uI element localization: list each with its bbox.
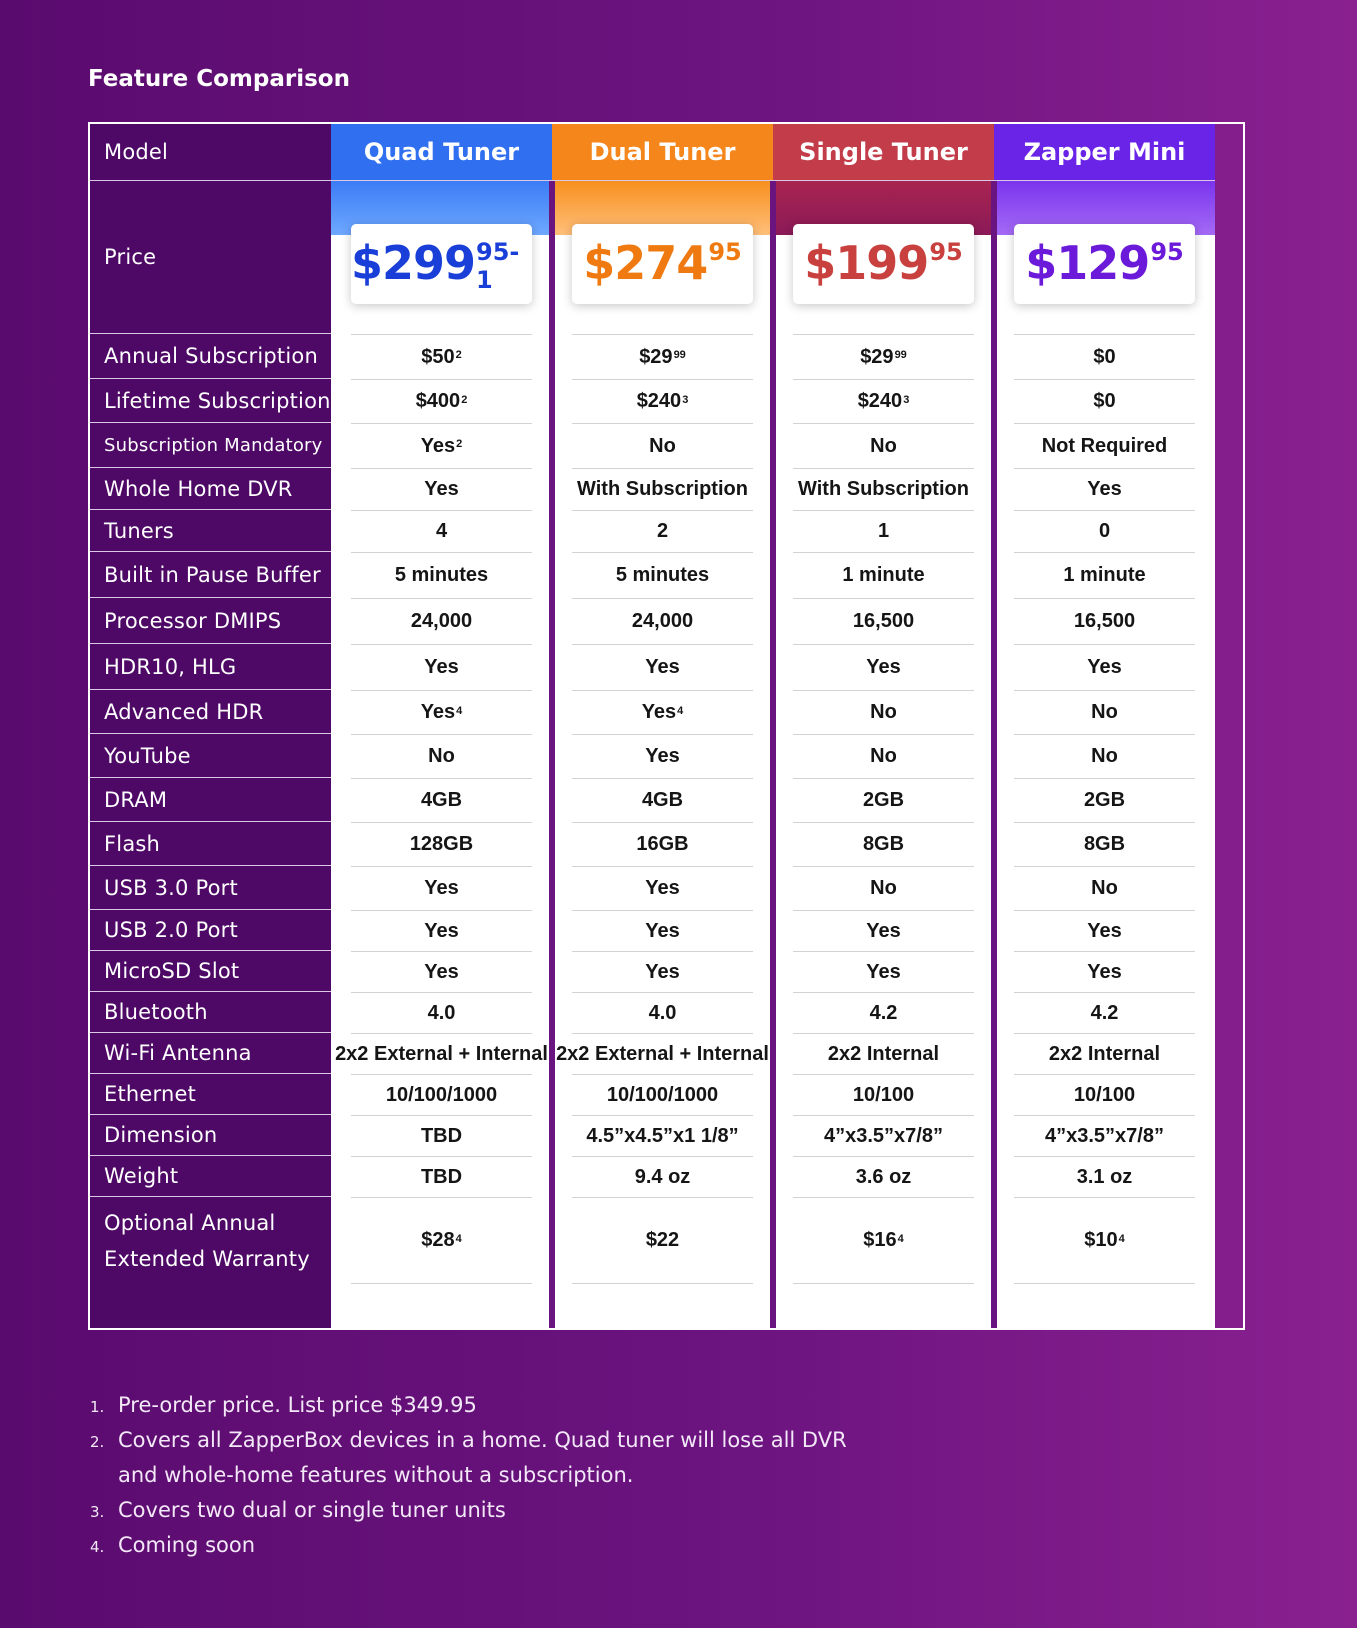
row-label: Optional Annual Extended Warranty bbox=[104, 1210, 310, 1271]
cell-value: 4.0 bbox=[427, 1001, 456, 1024]
table-cell bbox=[335, 1033, 548, 1074]
footnote-ref: 2 bbox=[461, 393, 468, 406]
table-cell bbox=[793, 552, 974, 598]
table-cell bbox=[351, 1197, 532, 1284]
cell-value: 8GB bbox=[1083, 833, 1126, 855]
cell-value: 4”x3.5”x7/8” bbox=[1045, 1124, 1164, 1147]
row-label: MicroSD Slot bbox=[90, 951, 331, 992]
table-cell bbox=[1014, 1074, 1195, 1115]
table-cell bbox=[793, 1074, 974, 1115]
cell-value: 16,500 bbox=[852, 610, 915, 632]
cell-value: Yes bbox=[1087, 656, 1122, 678]
table-cell bbox=[351, 690, 532, 734]
cell-value: Yes bbox=[866, 960, 901, 983]
table-cell bbox=[1014, 1197, 1195, 1284]
cell-value: $240 bbox=[636, 390, 682, 412]
column-header: Single Tuner bbox=[773, 124, 994, 181]
table-cell bbox=[793, 598, 974, 644]
table-cell bbox=[351, 1115, 532, 1156]
table-cell bbox=[572, 1115, 753, 1156]
cell-value: No bbox=[870, 877, 897, 899]
table-cell bbox=[793, 1115, 974, 1156]
cell-value: $240 bbox=[857, 390, 903, 412]
cell-value: 24,000 bbox=[631, 610, 694, 632]
cell-value: Yes bbox=[424, 877, 459, 899]
table-cell bbox=[1014, 379, 1195, 423]
cell-value: $0 bbox=[1093, 390, 1116, 412]
table-cell bbox=[1014, 1156, 1195, 1197]
cell-value: Yes bbox=[424, 656, 459, 678]
table-cell bbox=[572, 334, 753, 379]
table-cell bbox=[351, 423, 532, 468]
table-cell bbox=[1014, 951, 1195, 992]
cell-value: 2x2 External + Internal bbox=[556, 1042, 769, 1065]
row-label: USB 3.0 Port bbox=[90, 866, 331, 910]
cell-value: $22 bbox=[645, 1229, 680, 1251]
cell-value: 16,500 bbox=[1073, 610, 1136, 632]
column-divider bbox=[991, 181, 997, 1328]
table-cell bbox=[1014, 778, 1195, 822]
cell-value: 4GB bbox=[420, 789, 463, 811]
cell-value: $50 bbox=[421, 345, 455, 368]
row-label: Ethernet bbox=[90, 1074, 331, 1115]
table-cell bbox=[793, 910, 974, 951]
table-cell bbox=[572, 1197, 753, 1284]
row-label: Flash bbox=[90, 822, 331, 866]
footnote bbox=[88, 1423, 848, 1493]
cell-value: No bbox=[870, 701, 897, 723]
cell-value: 2x2 Internal bbox=[1048, 1042, 1161, 1065]
comparison-table bbox=[88, 122, 1245, 1330]
row-label: Whole Home DVR bbox=[90, 468, 331, 510]
cell-value: 5 minutes bbox=[615, 564, 710, 586]
cell-value: Yes bbox=[866, 919, 901, 942]
model-header-label: Model bbox=[90, 124, 331, 181]
footnote-ref: 2 bbox=[455, 349, 462, 361]
row-label: Advanced HDR bbox=[90, 690, 331, 734]
cell-value: Yes bbox=[424, 919, 459, 942]
column-divider bbox=[549, 181, 555, 1328]
table-cell bbox=[793, 734, 974, 778]
table-cell bbox=[1014, 910, 1195, 951]
cell-value: 128GB bbox=[409, 833, 474, 855]
table-cell bbox=[351, 778, 532, 822]
footnote bbox=[88, 1388, 988, 1423]
cell-value: 4.0 bbox=[648, 1001, 677, 1024]
table-cell bbox=[572, 910, 753, 951]
table-cell bbox=[351, 552, 532, 598]
table-cell bbox=[572, 468, 753, 510]
price-dollars: $129 bbox=[1025, 236, 1150, 290]
table-cell bbox=[793, 379, 974, 423]
column-single-tuner bbox=[773, 124, 994, 1328]
row-label: Bluetooth bbox=[90, 992, 331, 1033]
table-cell bbox=[351, 334, 532, 379]
table-cell bbox=[351, 910, 532, 951]
cell-value: Yes bbox=[645, 745, 680, 767]
cell-value: 4 bbox=[435, 520, 448, 542]
table-cell bbox=[1014, 866, 1195, 910]
table-cell bbox=[351, 644, 532, 690]
price-cents: 95 bbox=[708, 238, 742, 266]
footnote-number: 4. bbox=[90, 1538, 105, 1556]
table-cell bbox=[793, 822, 974, 866]
footnote-ref: 99 bbox=[894, 349, 907, 361]
cell-value: 9.4 oz bbox=[634, 1165, 691, 1188]
row-label: Built in Pause Buffer bbox=[90, 552, 331, 598]
table-cell bbox=[351, 822, 532, 866]
footnotes bbox=[88, 1388, 988, 1563]
table-cell bbox=[793, 951, 974, 992]
column-divider bbox=[770, 181, 776, 1328]
cell-value: No bbox=[649, 434, 676, 457]
row-label: Subscription Mandatory bbox=[90, 423, 331, 468]
cell-value: 2GB bbox=[1083, 789, 1126, 811]
cell-value: 2 bbox=[656, 520, 669, 542]
row-label: YouTube bbox=[90, 734, 331, 778]
cell-value: $10 bbox=[1084, 1229, 1118, 1251]
price-card bbox=[793, 224, 974, 304]
price-dollars: $199 bbox=[804, 236, 929, 290]
cell-value: TBD bbox=[420, 1165, 463, 1188]
footnote bbox=[88, 1528, 988, 1563]
table-cell bbox=[793, 1156, 974, 1197]
cell-value: 10/100/1000 bbox=[606, 1083, 719, 1106]
cell-value: 10/100 bbox=[852, 1083, 915, 1106]
cell-value: 2x2 External + Internal bbox=[335, 1042, 548, 1065]
table-cell bbox=[1014, 1115, 1195, 1156]
table-cell bbox=[1014, 644, 1195, 690]
table-cell bbox=[793, 1033, 974, 1074]
row-label: Wi-Fi Antenna bbox=[90, 1033, 331, 1074]
table-cell bbox=[572, 734, 753, 778]
cell-value: No bbox=[1091, 877, 1118, 899]
cell-value: 2x2 Internal bbox=[827, 1042, 940, 1065]
cell-value: Yes bbox=[420, 434, 456, 457]
cell-value: With Subscription bbox=[577, 478, 748, 500]
cell-value: 8GB bbox=[862, 833, 905, 855]
row-label: Annual Subscription bbox=[90, 334, 331, 379]
row-label: USB 2.0 Port bbox=[90, 910, 331, 951]
column-header: Quad Tuner bbox=[331, 124, 552, 181]
cell-value: Yes bbox=[866, 656, 901, 678]
cell-value: 4.2 bbox=[1090, 1001, 1119, 1024]
table-cell bbox=[351, 951, 532, 992]
cell-value: With Subscription bbox=[798, 478, 969, 500]
cell-value: $0 bbox=[1093, 345, 1116, 368]
table-cell bbox=[572, 423, 753, 468]
footnote-ref: 4 bbox=[455, 1232, 462, 1245]
price-cents: 95 bbox=[1150, 238, 1184, 266]
cell-value: Yes bbox=[424, 960, 459, 983]
table-cell bbox=[572, 379, 753, 423]
table-cell bbox=[351, 992, 532, 1033]
row-label: Tuners bbox=[90, 510, 331, 552]
cell-value: Yes bbox=[645, 919, 680, 942]
footnote-ref: 4 bbox=[1118, 1232, 1125, 1245]
cell-value: Yes bbox=[641, 701, 677, 723]
footnote-ref: 99 bbox=[673, 349, 686, 361]
cell-value: 16GB bbox=[636, 833, 689, 855]
column-zapper-mini bbox=[994, 124, 1215, 1328]
table-cell bbox=[793, 866, 974, 910]
table-cell bbox=[572, 822, 753, 866]
table-cell bbox=[572, 778, 753, 822]
table-cell bbox=[572, 690, 753, 734]
table-cell bbox=[793, 334, 974, 379]
cell-value: $29 bbox=[860, 345, 894, 368]
cell-value: No bbox=[1091, 745, 1118, 767]
table-cell bbox=[1014, 552, 1195, 598]
table-cell bbox=[351, 1074, 532, 1115]
cell-value: No bbox=[428, 745, 455, 767]
cell-value: 1 minute bbox=[1063, 564, 1146, 586]
table-cell bbox=[793, 778, 974, 822]
cell-value: 3.6 oz bbox=[855, 1165, 912, 1188]
cell-value: 10/100 bbox=[1073, 1083, 1136, 1106]
price-label: Price bbox=[90, 181, 331, 334]
table-cell bbox=[1014, 598, 1195, 644]
table-cell bbox=[572, 866, 753, 910]
cell-value: No bbox=[1091, 701, 1118, 723]
price-dollars: $299 bbox=[351, 236, 476, 290]
cell-value: Yes bbox=[424, 478, 459, 500]
footnote-ref: 3 bbox=[682, 393, 689, 406]
table-cell bbox=[1014, 510, 1195, 552]
table-cell bbox=[1014, 423, 1195, 468]
table-cell bbox=[793, 690, 974, 734]
cell-value: No bbox=[870, 745, 897, 767]
table-cell bbox=[793, 468, 974, 510]
footnote-text: Covers two dual or single tuner units bbox=[118, 1498, 506, 1522]
cell-value: 0 bbox=[1098, 520, 1111, 542]
row-label: Processor DMIPS bbox=[90, 598, 331, 644]
footnote-ref: 4 bbox=[897, 1232, 904, 1245]
cell-value: 2GB bbox=[862, 789, 905, 811]
cell-value: 4GB bbox=[641, 789, 684, 811]
row-label: Dimension bbox=[90, 1115, 331, 1156]
cell-value: Yes bbox=[1087, 478, 1122, 500]
table-cell bbox=[572, 644, 753, 690]
table-cell bbox=[793, 644, 974, 690]
cell-value: Yes bbox=[645, 656, 680, 678]
table-cell bbox=[556, 1033, 769, 1074]
cell-value: Yes bbox=[645, 960, 680, 983]
cell-value: Yes bbox=[420, 701, 456, 723]
table-cell bbox=[793, 423, 974, 468]
column-dual-tuner bbox=[552, 124, 773, 1328]
table-cell bbox=[793, 992, 974, 1033]
column-header: Dual Tuner bbox=[552, 124, 773, 181]
column-quad-tuner bbox=[331, 124, 552, 1328]
table-cell bbox=[793, 510, 974, 552]
table-cell bbox=[351, 468, 532, 510]
table-cell bbox=[351, 379, 532, 423]
cell-value: $28 bbox=[421, 1229, 455, 1251]
table-cell bbox=[1014, 1033, 1195, 1074]
table-cell bbox=[572, 552, 753, 598]
footnote-ref: 3 bbox=[903, 393, 910, 406]
table-cell bbox=[572, 598, 753, 644]
table-cell bbox=[351, 866, 532, 910]
footnote-ref: 4 bbox=[456, 704, 463, 717]
feature-label-column bbox=[90, 124, 331, 1328]
table-cell bbox=[572, 510, 753, 552]
row-label: Weight bbox=[90, 1156, 331, 1197]
footnote-number: 2. bbox=[90, 1433, 105, 1451]
table-cell bbox=[572, 1074, 753, 1115]
price-card bbox=[1014, 224, 1195, 304]
table-cell bbox=[1014, 734, 1195, 778]
cell-value: $29 bbox=[639, 345, 673, 368]
cell-value: 24,000 bbox=[410, 610, 473, 632]
table-cell bbox=[1014, 992, 1195, 1033]
cell-value: 10/100/1000 bbox=[385, 1083, 498, 1106]
table-cell bbox=[572, 1156, 753, 1197]
row-label: Lifetime Subscription bbox=[90, 379, 331, 423]
footnote-ref: 4 bbox=[677, 704, 684, 717]
table-cell bbox=[1014, 468, 1195, 510]
table-cell bbox=[572, 992, 753, 1033]
cell-value: No bbox=[870, 434, 897, 457]
cell-value: 4.2 bbox=[869, 1001, 898, 1024]
cell-value: 1 minute bbox=[842, 564, 925, 586]
table-cell bbox=[351, 598, 532, 644]
column-header: Zapper Mini bbox=[994, 124, 1215, 181]
footnote-number: 1. bbox=[90, 1398, 105, 1416]
table-cell bbox=[351, 1156, 532, 1197]
cell-value: 3.1 oz bbox=[1076, 1165, 1133, 1188]
footnote-text: Covers all ZapperBox devices in a home. Quad tuner will lose all DVR and whole-home features without a subscription. bbox=[118, 1428, 847, 1487]
row-label: DRAM bbox=[90, 778, 331, 822]
cell-value: $400 bbox=[415, 390, 461, 412]
footnote-number: 3. bbox=[90, 1503, 105, 1521]
table-cell bbox=[1014, 690, 1195, 734]
price-cents: 95-1 bbox=[476, 238, 520, 294]
footnote-text: Coming soon bbox=[118, 1533, 256, 1557]
cell-value: TBD bbox=[420, 1124, 463, 1147]
price-dollars: $274 bbox=[583, 236, 708, 290]
table-cell bbox=[351, 510, 532, 552]
cell-value: Yes bbox=[1087, 919, 1122, 942]
table-cell bbox=[793, 1197, 974, 1284]
cell-value: Not Required bbox=[1041, 434, 1168, 457]
footnote-text: Pre-order price. List price $349.95 bbox=[118, 1393, 477, 1417]
cell-value: Yes bbox=[1087, 960, 1122, 983]
cell-value: $16 bbox=[863, 1229, 897, 1251]
cell-value: 5 minutes bbox=[394, 564, 489, 586]
page-title: Feature Comparison bbox=[88, 66, 350, 92]
price-card bbox=[351, 224, 532, 304]
table-cell bbox=[351, 734, 532, 778]
price-card bbox=[572, 224, 753, 304]
table-cell bbox=[1014, 822, 1195, 866]
cell-value: Yes bbox=[645, 877, 680, 899]
footnote-ref: 2 bbox=[456, 438, 463, 450]
footnote bbox=[88, 1493, 988, 1528]
cell-value: 1 bbox=[877, 520, 890, 542]
table-cell bbox=[572, 951, 753, 992]
table-cell bbox=[1014, 334, 1195, 379]
cell-value: 4.5”x4.5”x1 1/8” bbox=[586, 1124, 739, 1147]
price-cents: 95 bbox=[929, 238, 963, 266]
row-label: HDR10, HLG bbox=[90, 644, 331, 690]
cell-value: 4”x3.5”x7/8” bbox=[824, 1124, 943, 1147]
